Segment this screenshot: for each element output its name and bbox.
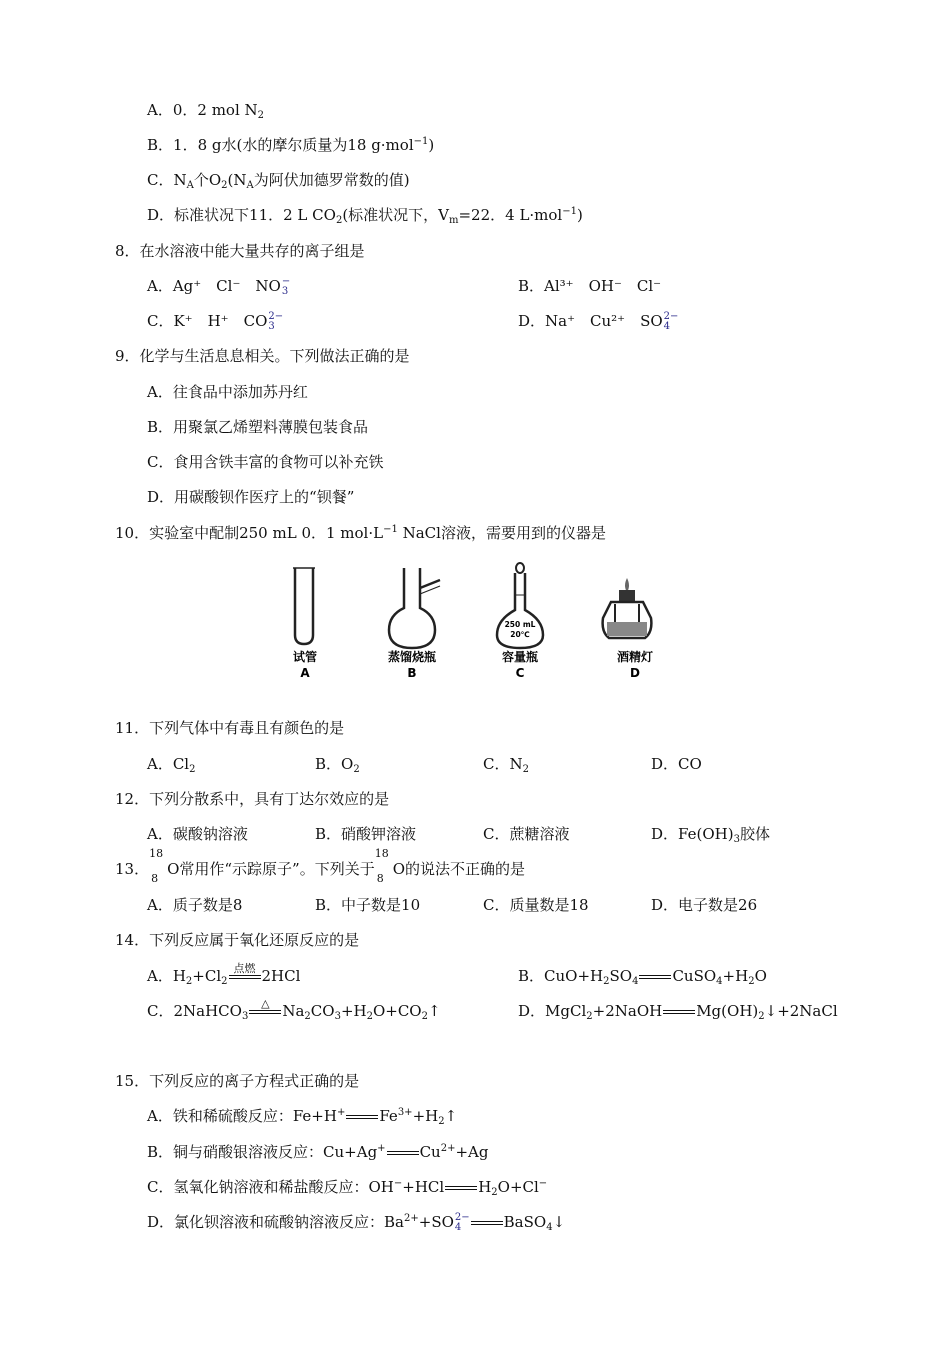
label-distilling-flask: 蒸馏烧瓶 [387,650,437,664]
q7-option-b: B．1．8 g水(水的摩尔质量为18 g·mol$^{-1}$) [147,136,435,154]
q9-option-a: A．往食品中添加苏丹红 [147,383,308,401]
isotope-notation-2: 18 8 [374,847,389,885]
letter-a: A [300,666,310,680]
q15-option-c: C．氢氧化钠溶液和稀盐酸反应：OH−+HCl $H_2O+Cl^-$ [147,1178,548,1198]
letter-b: B [407,666,417,680]
distilling-flask-icon [389,568,440,648]
equals-sign [638,971,672,983]
apparatus-figure [285,560,665,685]
q8-stem: 8．在水溶液中能大量共存的离子组是 [115,242,365,260]
q15-option-b: B．铜与硝酸银溶液反应：Cu+Ag+ $Cu^{2+}+Ag$ [147,1143,489,1161]
q13-option-d: D．电子数是26 [651,896,758,914]
q14-option-b: B．$CuO+H_2SO_4$ $CuSO_4+H_2O$ [518,967,767,987]
q12-option-a: A．碳酸钠溶液 [147,825,248,843]
q11-option-a: A．$Cl_2$ [147,755,196,775]
q13-option-b: B．中子数是10 [315,896,421,914]
q11-option-c: C．$N_2$ [483,755,529,775]
equals-sign [444,1182,478,1194]
q13-option-c: C．质量数是18 [483,896,589,914]
q13-option-a: A．质子数是8 [147,896,243,914]
equals-sign [345,1111,379,1123]
q12-option-c: C．蔗糖溶液 [483,825,570,843]
q14-option-c: C．2NaHCO$_3$ △ $Na_2CO_3+H_2O+CO_2↑$ [147,997,441,1022]
q14-option-a: A．$H_2+Cl_2$ 点燃 2HCl [147,962,301,987]
volumetric-flask-icon [497,563,543,648]
q14-option-d: D．MgCl$_2$+2NaOH $Mg(OH)_2↓+2NaCl$ [518,1002,838,1022]
q9-stem: 9．化学与生活息息相关。下列做法正确的是 [115,347,410,365]
q9-option-d: D．用碳酸钡作医疗上的“钡餐” [147,488,355,506]
q11-option-d: D．CO [651,755,702,773]
equals-sign: 点燃 [228,971,262,983]
q14-stem: 14．下列反应属于氧化还原反应的是 [115,931,360,949]
q15-option-d: D．氯化钡溶液和硫酸钠溶液反应：$Ba^{2+}+SO$ 2− 4 BaSO$_4$↓ [147,1212,566,1233]
label-test-tube: 试管 [292,650,318,664]
isotope-notation: 18 8 [149,847,164,885]
test-tube-icon [293,568,315,644]
q11-stem: 11．下列气体中有毒且有颜色的是 [115,719,345,737]
q7-option-d: D．标准状况下11．2 L $CO_2$(标准状况下，$V_m=22$．4 L·mol$^{-1}$) [147,206,583,226]
q12-stem: 12．下列分散系中，具有丁达尔效应的是 [115,790,390,808]
flask-temp-text: 20℃ [510,630,530,639]
equals-sign [470,1217,504,1229]
equals-sign [386,1147,420,1159]
q7-option-a: A．0．2 mol $N_2$ [147,101,265,121]
q13-stem: 13． 18 8 O常用作“示踪原子”。下列关于 18 8 O的说法不正确的是 [115,847,526,885]
label-alcohol-lamp: 酒精灯 [616,650,654,664]
equals-sign: △ [248,1006,282,1018]
alcohol-lamp-icon [603,578,652,638]
q15-option-a: A．铁和稀硫酸反应：Fe+H+ $Fe^{3+}+H_2↑$ [147,1107,458,1127]
q10-stem: 10．实验室中配制250 mL 0．1 $mol\cdot L^{-1}$ NaCl溶液，需要用到的仪器是 [115,524,606,542]
letter-c: C [515,666,525,680]
q12-option-b: B．硝酸钾溶液 [315,825,417,843]
flask-volume-text: 250 mL [504,620,536,629]
q8-option-b: B．Al³⁺ OH⁻ Cl⁻ [518,277,662,295]
label-volumetric-flask: 容量瓶 [501,650,539,664]
q8-option-a: A．Ag⁺ Cl⁻ NO − 3 [147,276,291,297]
q8-option-d: D．Na⁺ Cu²⁺ SO 2− 4 [518,311,679,332]
q9-option-b: B．用聚氯乙烯塑料薄膜包装食品 [147,418,369,436]
equals-sign [662,1006,696,1018]
letter-d: D [630,666,640,680]
q11-option-b: B．$O_2$ [315,755,360,775]
q9-option-c: C．食用含铁丰富的食物可以补充铁 [147,453,384,471]
q7-option-c: C．$N_A$个$O_2(N_A$为阿伏加德罗常数的值) [147,171,410,191]
q12-option-d: D．$Fe(OH)_3$胶体 [651,825,770,845]
q8-option-c: C．K⁺ H⁺ CO 2− 3 [147,311,284,332]
q15-stem: 15．下列反应的离子方程式正确的是 [115,1072,360,1090]
